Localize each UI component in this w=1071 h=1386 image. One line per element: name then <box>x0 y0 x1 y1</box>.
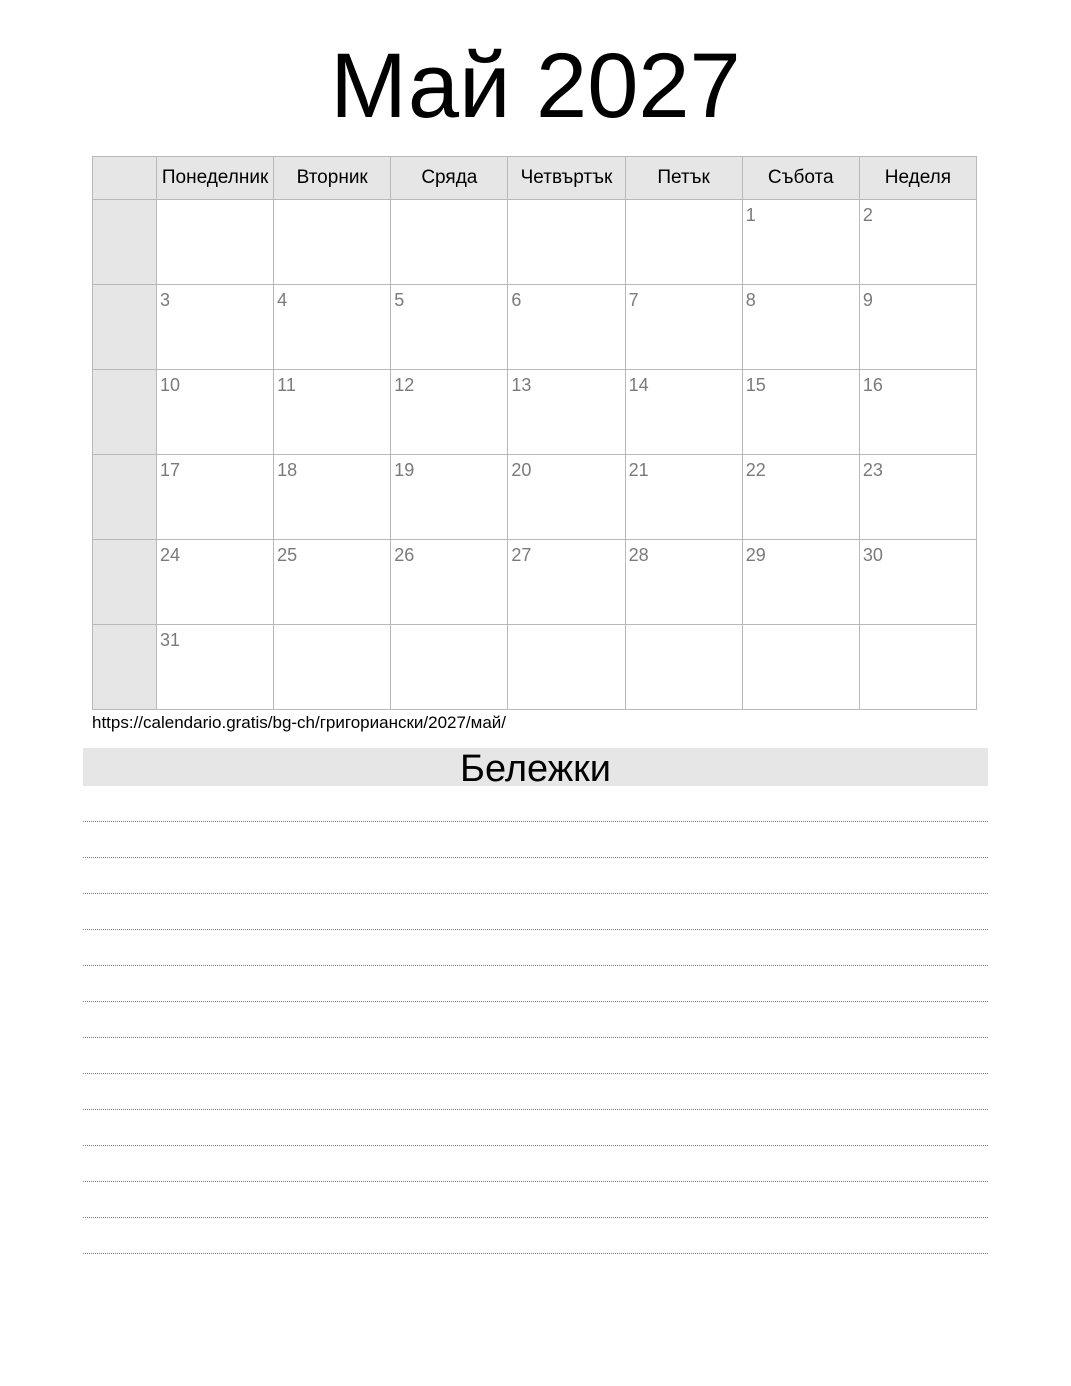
day-number: 10 <box>160 375 181 395</box>
day-cell <box>625 200 742 285</box>
day-number <box>391 200 507 206</box>
day-cell <box>157 455 274 540</box>
day-number <box>743 625 859 631</box>
day-number: 29 <box>745 545 766 565</box>
note-line <box>83 1002 988 1038</box>
day-cell <box>859 200 976 285</box>
day-number: 15 <box>745 375 766 395</box>
day-number <box>157 200 273 206</box>
day-number <box>626 200 742 206</box>
note-line <box>83 1074 988 1110</box>
day-number: 30 <box>862 545 883 565</box>
day-cell <box>742 200 859 285</box>
day-cell <box>157 285 274 370</box>
day-cell <box>742 625 859 710</box>
day-number: 2 <box>862 205 873 225</box>
day-cell <box>274 200 391 285</box>
day-number: 3 <box>160 290 171 310</box>
day-cell <box>625 625 742 710</box>
day-cell <box>391 370 508 455</box>
week-row <box>93 455 977 540</box>
day-cell <box>391 625 508 710</box>
week-number-cell <box>93 200 157 285</box>
day-cell <box>859 370 976 455</box>
day-number <box>860 625 976 631</box>
day-cell <box>508 370 625 455</box>
day-cell <box>508 285 625 370</box>
day-number <box>391 625 507 631</box>
day-cell <box>274 370 391 455</box>
day-cell <box>157 370 274 455</box>
note-line <box>83 1218 988 1254</box>
day-number: 4 <box>277 290 288 310</box>
day-cell <box>157 200 274 285</box>
day-number: 21 <box>628 460 649 480</box>
weekday-header: Понеделник <box>157 157 274 200</box>
day-number: 13 <box>511 375 532 395</box>
day-number <box>508 625 624 631</box>
week-number-cell <box>93 540 157 625</box>
day-cell <box>859 285 976 370</box>
note-line <box>83 1182 988 1218</box>
day-cell <box>742 455 859 540</box>
day-cell <box>274 625 391 710</box>
day-cell <box>742 285 859 370</box>
day-cell <box>391 540 508 625</box>
day-number: 9 <box>862 290 873 310</box>
day-number: 23 <box>862 460 883 480</box>
weekday-header: Неделя <box>859 157 976 200</box>
page-title: Май 2027 <box>330 35 741 137</box>
day-number: 18 <box>277 460 298 480</box>
week-row <box>93 370 977 455</box>
day-cell <box>508 455 625 540</box>
day-number <box>274 625 390 631</box>
day-cell <box>391 200 508 285</box>
day-cell <box>391 455 508 540</box>
week-number-cell <box>93 455 157 540</box>
day-cell <box>508 625 625 710</box>
week-row <box>93 285 977 370</box>
weekday-header: Четвъртък <box>508 157 625 200</box>
weekday-header-row <box>93 157 977 200</box>
day-number: 24 <box>160 545 181 565</box>
day-cell <box>625 285 742 370</box>
week-row <box>93 540 977 625</box>
day-cell <box>625 540 742 625</box>
day-number: 5 <box>394 290 405 310</box>
day-number: 31 <box>160 630 181 650</box>
day-cell <box>742 370 859 455</box>
day-number: 16 <box>862 375 883 395</box>
day-number <box>274 200 390 206</box>
day-number: 17 <box>160 460 181 480</box>
day-number: 14 <box>628 375 649 395</box>
calendar-grid <box>92 156 977 710</box>
weekday-header: Събота <box>742 157 859 200</box>
day-number <box>508 200 624 206</box>
day-number: 11 <box>277 375 296 395</box>
day-number: 22 <box>745 460 766 480</box>
day-cell <box>157 625 274 710</box>
day-number: 28 <box>628 545 649 565</box>
day-cell <box>508 540 625 625</box>
note-line <box>83 966 988 1002</box>
note-line <box>83 930 988 966</box>
day-cell <box>859 540 976 625</box>
day-cell <box>274 540 391 625</box>
day-number: 27 <box>511 545 532 565</box>
day-number: 19 <box>394 460 415 480</box>
day-number: 12 <box>394 375 415 395</box>
day-number: 7 <box>628 290 639 310</box>
day-number: 1 <box>745 205 756 225</box>
day-cell <box>625 370 742 455</box>
day-cell <box>625 455 742 540</box>
note-line <box>83 786 988 822</box>
day-number: 20 <box>511 460 532 480</box>
week-number-header <box>93 157 157 200</box>
day-number: 26 <box>394 545 415 565</box>
weekday-header: Вторник <box>274 157 391 200</box>
note-line <box>83 1038 988 1074</box>
week-number-cell <box>93 625 157 710</box>
day-cell <box>274 455 391 540</box>
week-row <box>93 625 977 710</box>
weekday-header: Петък <box>625 157 742 200</box>
day-cell <box>274 285 391 370</box>
day-cell <box>742 540 859 625</box>
notes-lines <box>83 786 988 1254</box>
week-number-cell <box>93 285 157 370</box>
day-number: 6 <box>511 290 522 310</box>
note-line <box>83 822 988 858</box>
day-number <box>626 625 742 631</box>
week-row <box>93 200 977 285</box>
day-cell <box>859 455 976 540</box>
day-cell <box>508 200 625 285</box>
week-number-cell <box>93 370 157 455</box>
note-line <box>83 858 988 894</box>
day-cell <box>157 540 274 625</box>
note-line <box>83 1110 988 1146</box>
weekday-header: Сряда <box>391 157 508 200</box>
notes-title: Бележки <box>83 748 988 786</box>
day-cell <box>391 285 508 370</box>
source-url: https://calendario.gratis/bg-ch/григориански/2027/май/ <box>92 713 507 732</box>
day-number: 8 <box>745 290 756 310</box>
note-line <box>83 894 988 930</box>
note-line <box>83 1146 988 1182</box>
day-cell <box>859 625 976 710</box>
day-number: 25 <box>277 545 298 565</box>
